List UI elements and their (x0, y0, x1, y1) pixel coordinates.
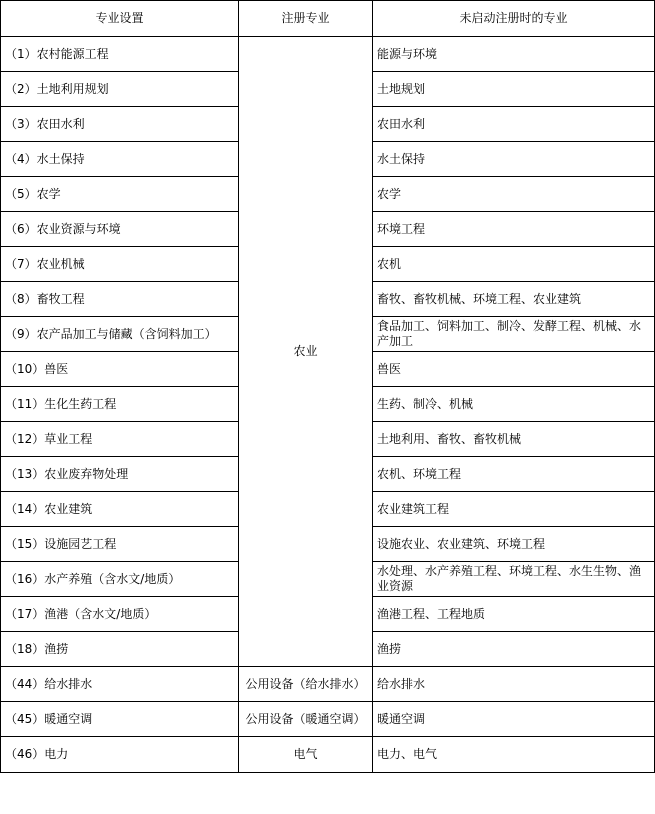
previous-cell: 暖通空调 (373, 702, 655, 737)
major-cell: （44）给水排水 (1, 667, 239, 702)
major-cell: （2）土地利用规划 (1, 72, 239, 107)
major-cell: （9）农产品加工与储藏（含饲料加工） (1, 317, 239, 352)
previous-cell: 土地利用、畜牧、畜牧机械 (373, 422, 655, 457)
previous-cell: 农学 (373, 177, 655, 212)
major-cell: （12）草业工程 (1, 422, 239, 457)
table-row (1, 702, 655, 737)
previous-cell: 渔捞 (373, 632, 655, 667)
major-cell: （1）农村能源工程 (1, 37, 239, 72)
registered-cell-agriculture: 农业 (239, 37, 373, 667)
header-previous: 未启动注册时的专业 (373, 1, 655, 37)
previous-cell: 土地规划 (373, 72, 655, 107)
previous-cell: 农田水利 (373, 107, 655, 142)
major-cell: （11）生化生药工程 (1, 387, 239, 422)
major-cell: （15）设施园艺工程 (1, 527, 239, 562)
major-cell: （18）渔捞 (1, 632, 239, 667)
previous-cell: 农机 (373, 247, 655, 282)
major-cell: （6）农业资源与环境 (1, 212, 239, 247)
previous-cell: 环境工程 (373, 212, 655, 247)
previous-cell: 农机、环境工程 (373, 457, 655, 492)
previous-cell: 农业建筑工程 (373, 492, 655, 527)
header-registered: 注册专业 (239, 1, 373, 37)
registered-cell: 公用设备（暖通空调） (239, 702, 373, 737)
table-row (1, 37, 655, 72)
previous-cell: 给水排水 (373, 667, 655, 702)
previous-cell: 渔港工程、工程地质 (373, 597, 655, 632)
major-cell: （46）电力 (1, 737, 239, 773)
header-row (1, 1, 655, 37)
previous-cell: 电力、电气 (373, 737, 655, 773)
major-cell: （7）农业机械 (1, 247, 239, 282)
previous-cell: 食品加工、饲料加工、制冷、发酵工程、机械、水产加工 (373, 317, 655, 352)
major-cell: （45）暖通空调 (1, 702, 239, 737)
major-cell: （3）农田水利 (1, 107, 239, 142)
previous-cell: 水处理、水产养殖工程、环境工程、水生生物、渔业资源 (373, 562, 655, 597)
major-cell: （4）水土保持 (1, 142, 239, 177)
major-cell: （13）农业废弃物处理 (1, 457, 239, 492)
registered-cell: 公用设备（给水排水） (239, 667, 373, 702)
previous-cell: 水土保持 (373, 142, 655, 177)
previous-cell: 能源与环境 (373, 37, 655, 72)
previous-cell: 设施农业、农业建筑、环境工程 (373, 527, 655, 562)
table-row (1, 667, 655, 702)
previous-cell: 兽医 (373, 352, 655, 387)
major-cell: （10）兽医 (1, 352, 239, 387)
major-cell: （8）畜牧工程 (1, 282, 239, 317)
major-cell: （14）农业建筑 (1, 492, 239, 527)
table-row (1, 737, 655, 773)
major-cell: （5）农学 (1, 177, 239, 212)
major-cell: （17）渔港（含水文/地质） (1, 597, 239, 632)
header-major: 专业设置 (1, 1, 239, 37)
registered-cell: 电气 (239, 737, 373, 773)
previous-cell: 生药、制冷、机械 (373, 387, 655, 422)
previous-cell: 畜牧、畜牧机械、环境工程、农业建筑 (373, 282, 655, 317)
major-cell: （16）水产养殖（含水文/地质） (1, 562, 239, 597)
